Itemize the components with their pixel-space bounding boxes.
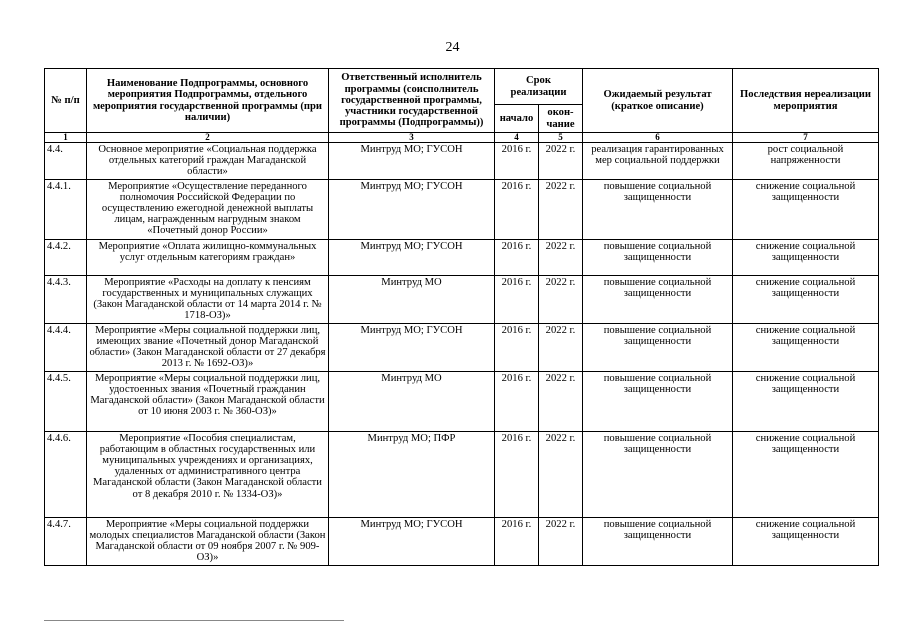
column-number: 6 — [583, 133, 733, 143]
row-executor: Минтруд МО; ПФР — [329, 431, 495, 517]
header-result: Ожидаемый результат (краткое описание) — [583, 69, 733, 133]
row-start: 2016 г. — [495, 517, 539, 565]
row-consequence: снижение социальной защищенности — [733, 431, 879, 517]
row-number: 4.4.7. — [45, 517, 87, 565]
row-consequence: снижение социальной защищенности — [733, 323, 879, 371]
header-executor: Ответственный исполнитель программы (соисполнитель государственной программы, участники государственной программы (Подпрограммы)) — [329, 69, 495, 133]
row-number: 4.4.5. — [45, 371, 87, 431]
row-result: повышение социальной защищенности — [583, 371, 733, 431]
row-executor: Минтруд МО; ГУСОН — [329, 517, 495, 565]
row-end: 2022 г. — [539, 275, 583, 323]
table-row — [45, 143, 879, 180]
row-result: повышение социальной защищенности — [583, 431, 733, 517]
row-start: 2016 г. — [495, 239, 539, 275]
row-number: 4.4.1. — [45, 179, 87, 239]
row-number: 4.4.4. — [45, 323, 87, 371]
row-start: 2016 г. — [495, 323, 539, 371]
row-executor: Минтруд МО — [329, 371, 495, 431]
footer-divider — [44, 620, 344, 621]
header-row-1 — [45, 69, 879, 105]
row-number: 4.4.3. — [45, 275, 87, 323]
column-number: 3 — [329, 133, 495, 143]
column-number-row — [45, 133, 879, 143]
row-start: 2016 г. — [495, 179, 539, 239]
program-table — [44, 68, 879, 566]
row-name: Основное мероприятие «Социальная поддержка отдельных категорий граждан Магаданской области» — [87, 143, 329, 180]
row-executor: Минтруд МО — [329, 275, 495, 323]
row-consequence: снижение социальной защищенности — [733, 239, 879, 275]
row-start: 2016 г. — [495, 275, 539, 323]
column-number: 5 — [539, 133, 583, 143]
column-number: 1 — [45, 133, 87, 143]
row-result: повышение социальной защищенности — [583, 275, 733, 323]
table-row — [45, 431, 879, 517]
header-name: Наименование Подпрограммы, основного мероприятия Подпрограммы, отдельного мероприятия государственной программы (при наличии) — [87, 69, 329, 133]
row-end: 2022 г. — [539, 323, 583, 371]
row-end: 2022 г. — [539, 239, 583, 275]
row-start: 2016 г. — [495, 431, 539, 517]
row-name: Мероприятие «Меры социальной поддержки молодых специалистов Магаданской области (Закон Магаданской области от 09 ноября 2007 г. № 909-ОЗ)» — [87, 517, 329, 565]
row-consequence: снижение социальной защищенности — [733, 517, 879, 565]
column-number: 2 — [87, 133, 329, 143]
table-row — [45, 371, 879, 431]
table-row — [45, 239, 879, 275]
row-number: 4.4. — [45, 143, 87, 180]
row-result: повышение социальной защищенности — [583, 179, 733, 239]
row-result: реализация гарантированных мер социальной поддержки — [583, 143, 733, 180]
row-name: Мероприятие «Осуществление переданного полномочия Российской Федерации по осуществлению ежегодной денежной выплаты лицам, награжденным нагрудным знаком «Почетный донор России» — [87, 179, 329, 239]
row-result: повышение социальной защищенности — [583, 517, 733, 565]
row-consequence: рост социальной напряженности — [733, 143, 879, 180]
table-row — [45, 179, 879, 239]
column-number: 7 — [733, 133, 879, 143]
row-executor: Минтруд МО; ГУСОН — [329, 239, 495, 275]
row-start: 2016 г. — [495, 371, 539, 431]
row-name: Мероприятие «Меры социальной поддержки лиц, имеющих звание «Почетный донор Магаданской области» (Закон Магаданской области от 27 декабря 2013 г. № 1692-ОЗ)» — [87, 323, 329, 371]
row-number: 4.4.2. — [45, 239, 87, 275]
row-end: 2022 г. — [539, 371, 583, 431]
column-number: 4 — [495, 133, 539, 143]
row-consequence: снижение социальной защищенности — [733, 275, 879, 323]
row-name: Мероприятие «Расходы на доплату к пенсиям государственных и муниципальных служащих (Закон Магаданской области от 14 марта 2014 г. № 1718-ОЗ)» — [87, 275, 329, 323]
row-end: 2022 г. — [539, 179, 583, 239]
row-executor: Минтруд МО; ГУСОН — [329, 323, 495, 371]
row-result: повышение социальной защищенности — [583, 239, 733, 275]
table-row — [45, 275, 879, 323]
row-name: Мероприятие «Меры социальной поддержки лиц, удостоенных звания «Почетный гражданин Магаданской области» (Закон Магаданской области от 10 июня 2003 г. № 360-ОЗ)» — [87, 371, 329, 431]
header-consequence: Последствия нереализации мероприятия — [733, 69, 879, 133]
row-start: 2016 г. — [495, 143, 539, 180]
row-executor: Минтруд МО; ГУСОН — [329, 143, 495, 180]
row-consequence: снижение социальной защищенности — [733, 179, 879, 239]
header-term: Срок реализации — [495, 69, 583, 105]
row-end: 2022 г. — [539, 431, 583, 517]
row-consequence: снижение социальной защищенности — [733, 371, 879, 431]
table-row — [45, 517, 879, 565]
row-end: 2022 г. — [539, 143, 583, 180]
row-number: 4.4.6. — [45, 431, 87, 517]
table-row — [45, 323, 879, 371]
header-start: начало — [495, 105, 539, 133]
page-number: 24 — [445, 40, 460, 55]
row-name: Мероприятие «Оплата жилищно-коммунальных услуг отдельным категориям граждан» — [87, 239, 329, 275]
row-executor: Минтруд МО; ГУСОН — [329, 179, 495, 239]
row-name: Мероприятие «Пособия специалистам, работающим в областных государственных или муниципальных учреждениях и организациях, удаленных от административного центра Магаданской области (Закон Магаданской области от 8 декабря 2010 г. № 1334-ОЗ)» — [87, 431, 329, 517]
row-result: повышение социальной защищенности — [583, 323, 733, 371]
row-end: 2022 г. — [539, 517, 583, 565]
header-end: окон-чание — [539, 105, 583, 133]
header-num: № п/п — [45, 69, 87, 133]
